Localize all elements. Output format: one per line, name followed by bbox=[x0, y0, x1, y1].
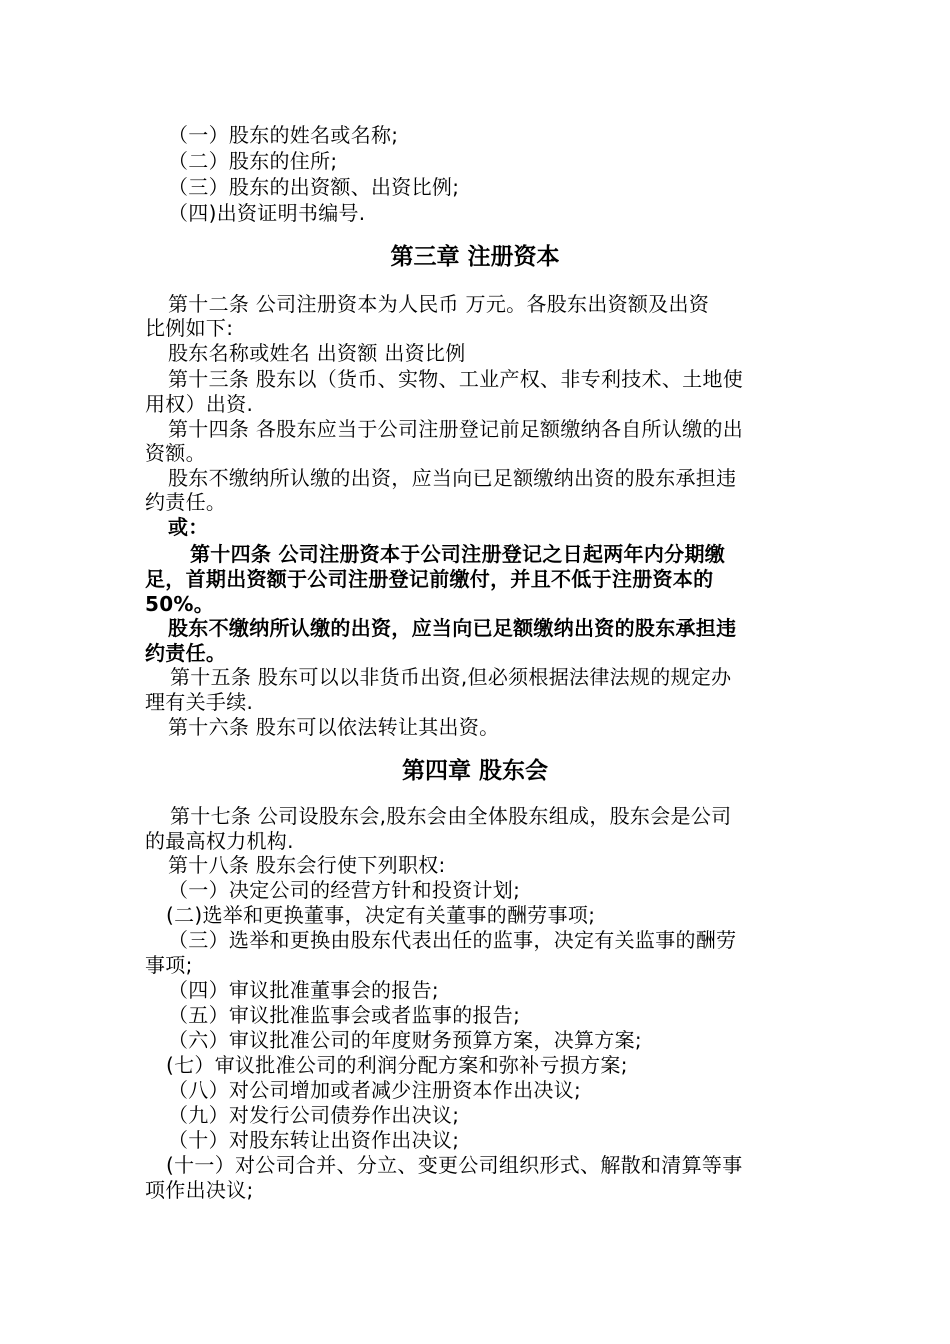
power-item: （八）对公司增加或者减少注册资本作出决议; bbox=[168, 1078, 582, 1102]
article-14-line-1: 第十四条 各股东应当于公司注册登记前足额缴纳各自所认缴的出 bbox=[168, 417, 744, 441]
list-item: （一）股东的姓名或名称; bbox=[168, 123, 399, 147]
chapter-4-heading: 第四章 股东会 bbox=[401, 758, 548, 784]
power-item: (十一）对公司合并、分立、变更公司组织形式、解散和清算等事 bbox=[166, 1153, 743, 1177]
power-item: (七）审议批准公司的利润分配方案和弥补亏损方案; bbox=[166, 1053, 628, 1077]
power-item: (二)选举和更换董事，决定有关董事的酬劳事项; bbox=[166, 903, 596, 927]
article-15-line-1: 第十五条 股东可以以非货币出资,但必须根据法律法规的规定办 bbox=[170, 665, 732, 689]
power-item: （九）对发行公司债券作出决议; bbox=[168, 1103, 460, 1127]
alt-article-14-line-2: 足，首期出资额于公司注册登记前缴付，并且不低于注册资本的 bbox=[145, 567, 714, 591]
article-14-line-2: 资额。 bbox=[145, 441, 206, 465]
article-13-line-2: 用权）出资. bbox=[145, 392, 254, 416]
alt-default-liability-line-1: 股东不缴纳所认缴的出资，应当向已足额缴纳出资的股东承担违 bbox=[168, 616, 737, 640]
article-18: 第十八条 股东会行使下列职权: bbox=[168, 853, 446, 877]
chapter-3-heading: 第三章 注册资本 bbox=[390, 244, 560, 270]
list-item: （三）股东的出资额、出资比例; bbox=[168, 175, 460, 199]
list-item: （四)出资证明书编号. bbox=[168, 201, 366, 225]
article-16: 第十六条 股东可以依法转让其出资。 bbox=[168, 715, 500, 739]
article-12-line-1: 第十二条 公司注册资本为人民币 万元。各股东出资额及出资 bbox=[168, 292, 710, 316]
power-item: （四）审议批准董事会的报告; bbox=[168, 978, 439, 1002]
alt-article-14-line-1: 第十四条 公司注册资本于公司注册登记之日起两年内分期缴 bbox=[190, 542, 726, 566]
shareholder-table-header: 股东名称或姓名 出资额 出资比例 bbox=[168, 341, 466, 365]
power-item: （六）审议批准公司的年度财务预算方案，决算方案; bbox=[168, 1028, 642, 1052]
list-item: （二）股东的住所; bbox=[168, 149, 338, 173]
default-liability-line-2: 约责任。 bbox=[145, 490, 227, 514]
or-label: 或： bbox=[168, 515, 209, 539]
alt-article-14-line-3: 50%。 bbox=[145, 592, 215, 616]
article-12-line-2: 比例如下: bbox=[145, 316, 234, 340]
article-17-line-2: 的最高权力机构. bbox=[145, 829, 294, 853]
article-13-line-1: 第十三条 股东以（货币、实物、工业产权、非专利技术、土地使 bbox=[168, 367, 744, 391]
power-item: 项作出决议; bbox=[145, 1178, 254, 1202]
power-item: 事项; bbox=[145, 953, 193, 977]
power-item: （十）对股东转让出资作出决议; bbox=[168, 1128, 460, 1152]
power-item: （五）审议批准监事会或者监事的报告; bbox=[168, 1003, 521, 1027]
alt-default-liability-line-2: 约责任。 bbox=[145, 641, 227, 665]
power-item: （三）选举和更换由股东代表出任的监事，决定有关监事的酬劳 bbox=[168, 928, 737, 952]
default-liability-line-1: 股东不缴纳所认缴的出资，应当向已足额缴纳出资的股东承担违 bbox=[168, 466, 737, 490]
power-item: （一）决定公司的经营方针和投资计划; bbox=[168, 878, 521, 902]
article-15-line-2: 理有关手续. bbox=[145, 690, 254, 714]
article-17-line-1: 第十七条 公司设股东会,股东会由全体股东组成，股东会是公司 bbox=[170, 804, 732, 828]
